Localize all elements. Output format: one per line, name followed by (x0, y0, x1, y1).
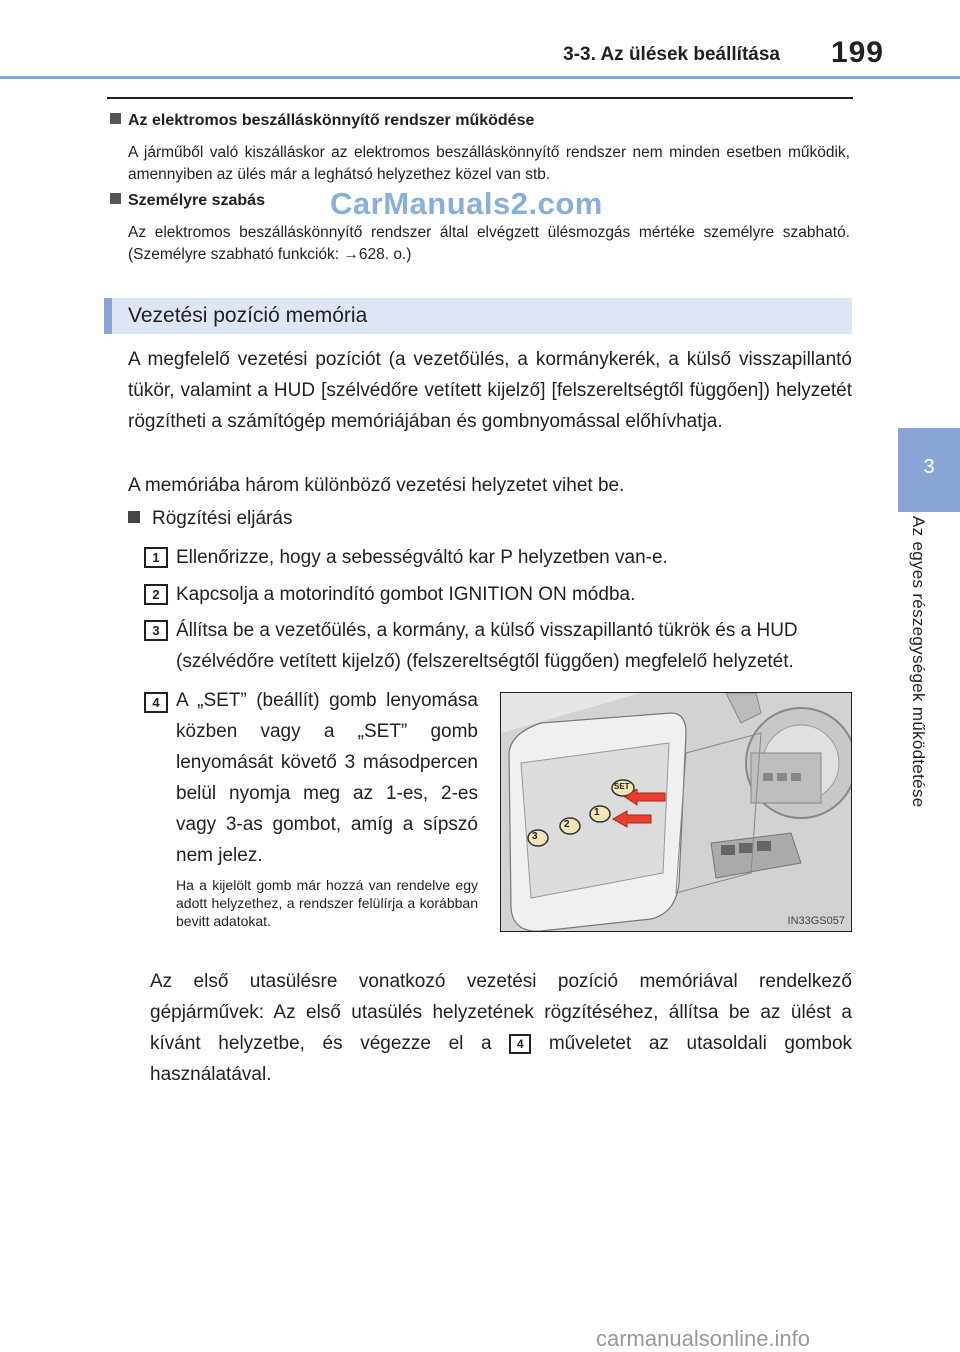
section-title: Vezetési pozíció memória (128, 304, 368, 327)
step-4-note: Ha a kijelölt gomb már hozzá van rendelve egy adott helyzethez, a rendszer felülírja a korábban bevitt adatokat. (176, 877, 478, 929)
watermark-text: CarManuals2.com (330, 186, 603, 221)
square-bullet-icon (128, 511, 140, 523)
footer-site: carmanualsonline.info (596, 1326, 811, 1351)
note-heading-1: Az elektromos beszálláskönnyítő rendszer működése (110, 112, 534, 130)
step-number-1: 1 (144, 547, 168, 568)
square-bullet-icon (110, 113, 121, 124)
button-oval-icon (559, 817, 581, 835)
passenger-paragraph: Az első utasülésre vonatkozó vezetési pozíció memóriával rendelkező gépjárművek: Az első utasülés helyzetének rögzítéséhez, állítsa be az ülést a kívánt helyzetbe, és végezze el a 4 műveletet az utasoldali gombok használatával. (150, 971, 853, 1085)
step-text-1: Ellenőrizze, hogy a sebességváltó kar P helyzetben van-e. (176, 547, 668, 568)
memory-buttons-illustration (500, 692, 852, 932)
note-text-2: Az elektromos beszálláskönnyítő rendszer által elvégzett ülésmozgás mértéke személyre szabható. (Személyre szabható funkciók: →628. o.) (128, 224, 850, 263)
memory-button-1: 1 (589, 805, 611, 828)
set-button: SET (611, 779, 635, 802)
running-header: 3-3. Az ülések beállítása (563, 44, 780, 65)
step-number-2: 2 (144, 584, 168, 605)
procedure-heading: Rögzítési eljárás (128, 508, 292, 530)
step-text-4: A „SET” (beállít) gomb lenyomása közben vagy a „SET” gomb lenyomását követő 3 másodpercen belül nyomja meg az 1-es, 2-es vagy 3-as gombot, amíg a sípszó nem jelez. (176, 690, 478, 866)
pointer-arrows-icon (607, 789, 667, 829)
chapter-number: 3 (923, 456, 935, 478)
step-number-3: 3 (144, 620, 168, 641)
section-banner (104, 298, 852, 334)
page-number: 199 (830, 36, 884, 69)
door-panel-drawing (501, 693, 852, 932)
step-text-2: Kapcsolja a motorindító gombot IGNITION ON módba. (176, 584, 636, 605)
step-text-3: Állítsa be a vezetőülés, a kormány, a külső visszapillantó tükrök és a HUD (szélvédőre vetített kijelző) (felszereltségtől függően) megfelelő helyzetét. (176, 620, 798, 672)
step-number-4: 4 (144, 692, 168, 713)
chapter-title: Az egyes részegységek működtetése (909, 516, 928, 808)
note-text-1: A járműből való kiszálláskor az elektromos beszálláskönnyítő rendszer nem minden esetben működik, amennyiben az ülés már a leghátsó helyzethez közel van stb. (128, 144, 850, 183)
section-rule (107, 97, 853, 99)
chapter-tab (898, 428, 960, 512)
header-rule (0, 76, 960, 79)
chapter-title-vertical (898, 516, 960, 846)
intro-paragraph: A megfelelő vezetési pozíciót (a vezetőülés, a kormánykerék, a külső visszapillantó tükör, valamint a HUD [szélvédőre vetített kijelző] [felszereltségtől függően]) helyzetét rögzítheti a számítógép memóriájában és gombnyomással előhívhatja. (128, 349, 852, 432)
intro-paragraph-2: A memóriába három különböző vezetési helyzetet vihet be. (128, 475, 625, 496)
note-heading-2: Személyre szabás (110, 192, 265, 210)
square-bullet-icon (110, 193, 121, 204)
button-oval-icon (527, 829, 549, 847)
step-reference-4: 4 (509, 1034, 531, 1054)
memory-button-3: 3 (527, 829, 549, 852)
image-code: IN33GS057 (787, 915, 845, 927)
memory-button-2: 2 (559, 817, 581, 840)
